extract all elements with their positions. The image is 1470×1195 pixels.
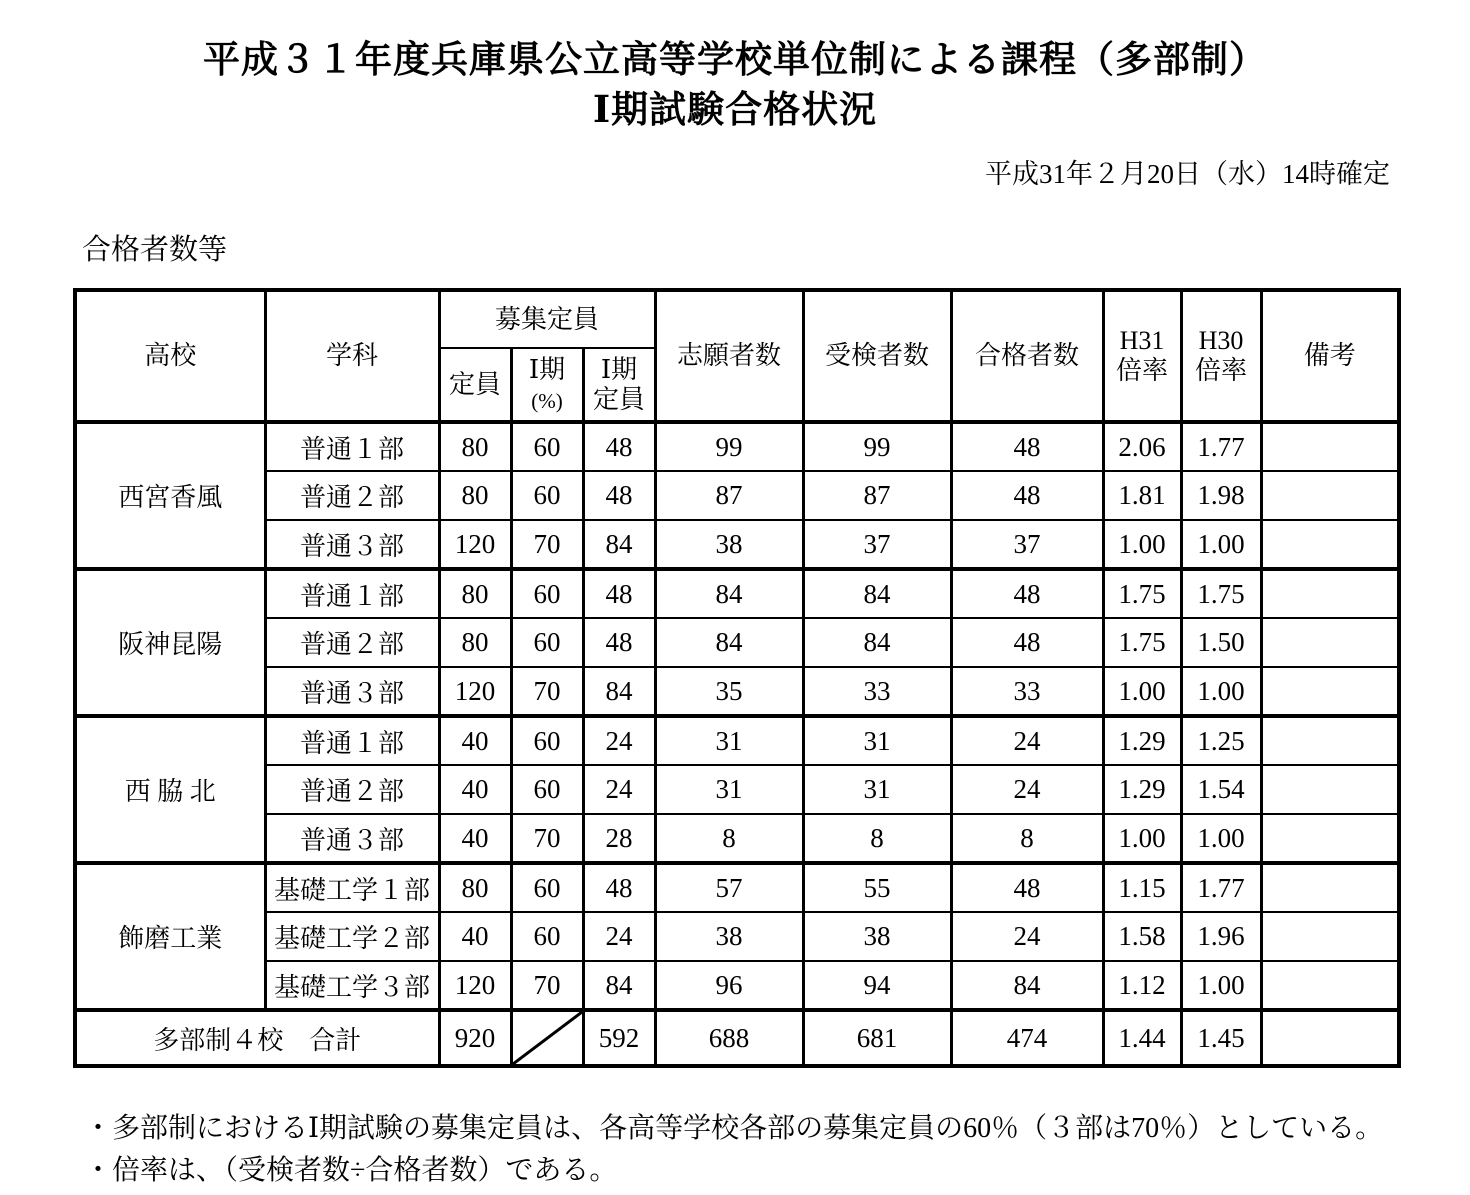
cell-applicants: 31 — [655, 765, 803, 814]
cell-h31-ratio: 1.00 — [1103, 520, 1181, 569]
table-row — [75, 422, 1399, 471]
cell-applicants: 35 — [655, 667, 803, 716]
table-row — [75, 961, 1399, 1010]
cell-capacity: 120 — [439, 961, 511, 1010]
cell-h31-ratio: 1.75 — [1103, 569, 1181, 618]
cell-examinees: 38 — [803, 912, 951, 961]
page-title-line-1: 平成３１年度兵庫県公立高等学校単位制による課程（多部制） — [203, 40, 1267, 81]
cell-passers: 48 — [951, 422, 1103, 471]
cell-school: 飾磨工業 — [75, 863, 265, 1010]
table-row — [75, 520, 1399, 569]
col-header-period1-capacity — [583, 348, 655, 422]
cell-department: 普通３部 — [265, 520, 439, 569]
diagonal-slash-cell — [511, 1010, 583, 1066]
table-row — [75, 716, 1399, 765]
cell-h31-ratio: 1.75 — [1103, 618, 1181, 667]
cell-period1-pct: 60 — [511, 912, 583, 961]
cell-total-applicants: 688 — [655, 1010, 803, 1066]
cell-examinees: 31 — [803, 716, 951, 765]
cell-h30-ratio: 1.00 — [1181, 520, 1261, 569]
cell-applicants: 99 — [655, 422, 803, 471]
cell-department: 基礎工学２部 — [265, 912, 439, 961]
cell-capacity: 80 — [439, 863, 511, 912]
cell-h30-ratio: 1.77 — [1181, 422, 1261, 471]
table-total-row — [75, 1010, 1399, 1066]
cell-h31-ratio: 1.29 — [1103, 765, 1181, 814]
cell-period1-capacity: 84 — [583, 667, 655, 716]
cell-h31-ratio: 1.00 — [1103, 814, 1181, 863]
cell-passers: 8 — [951, 814, 1103, 863]
cell-passers: 33 — [951, 667, 1103, 716]
cell-remarks — [1261, 1010, 1399, 1066]
table-row — [75, 569, 1399, 618]
cell-capacity: 40 — [439, 765, 511, 814]
cell-h31-ratio: 1.12 — [1103, 961, 1181, 1010]
cell-total-passers: 474 — [951, 1010, 1103, 1066]
cell-h30-ratio: 1.54 — [1181, 765, 1261, 814]
cell-period1-capacity: 24 — [583, 716, 655, 765]
cell-period1-capacity: 84 — [583, 520, 655, 569]
cell-remarks — [1261, 863, 1399, 912]
cell-applicants: 38 — [655, 912, 803, 961]
cell-capacity: 40 — [439, 912, 511, 961]
cell-remarks — [1261, 520, 1399, 569]
header-line: Ⅰ期 — [600, 354, 638, 384]
cell-capacity: 80 — [439, 569, 511, 618]
cell-applicants: 87 — [655, 471, 803, 520]
cell-department: 普通２部 — [265, 471, 439, 520]
cell-applicants: 84 — [655, 618, 803, 667]
cell-h30-ratio: 1.00 — [1181, 961, 1261, 1010]
cell-period1-pct: 70 — [511, 814, 583, 863]
cell-passers: 24 — [951, 912, 1103, 961]
cell-period1-capacity: 48 — [583, 422, 655, 471]
cell-examinees: 8 — [803, 814, 951, 863]
cell-h30-ratio: 1.00 — [1181, 667, 1261, 716]
cell-total-examinees: 681 — [803, 1010, 951, 1066]
table-row — [75, 667, 1399, 716]
cell-department: 普通３部 — [265, 667, 439, 716]
cell-h30-ratio: 1.75 — [1181, 569, 1261, 618]
cell-applicants: 31 — [655, 716, 803, 765]
cell-remarks — [1261, 422, 1399, 471]
cell-remarks — [1261, 765, 1399, 814]
cell-applicants: 96 — [655, 961, 803, 1010]
table-header-row-1 — [75, 290, 1399, 348]
cell-period1-pct: 60 — [511, 765, 583, 814]
footnotes — [84, 1108, 1470, 1192]
cell-applicants: 57 — [655, 863, 803, 912]
header-line: 定員 — [593, 384, 646, 414]
cell-period1-capacity: 24 — [583, 765, 655, 814]
cell-total-label: 多部制４校 合計 — [75, 1010, 439, 1066]
table-row — [75, 618, 1399, 667]
cell-remarks — [1261, 814, 1399, 863]
cell-capacity: 120 — [439, 667, 511, 716]
cell-h30-ratio: 1.96 — [1181, 912, 1261, 961]
cell-period1-pct: 70 — [511, 667, 583, 716]
cell-period1-pct: 60 — [511, 422, 583, 471]
cell-period1-pct: 60 — [511, 471, 583, 520]
cell-capacity: 80 — [439, 422, 511, 471]
header-line: 倍率 — [1195, 356, 1248, 385]
cell-h31-ratio: 1.29 — [1103, 716, 1181, 765]
cell-period1-capacity: 24 — [583, 912, 655, 961]
header-line: (%) — [531, 388, 563, 413]
table-row — [75, 814, 1399, 863]
cell-period1-capacity: 48 — [583, 618, 655, 667]
header-line: Ⅰ期 — [528, 354, 566, 384]
table-row — [75, 863, 1399, 912]
page-title — [0, 0, 1470, 136]
cell-remarks — [1261, 961, 1399, 1010]
header-line: H31 — [1119, 326, 1165, 356]
cell-examinees: 33 — [803, 667, 951, 716]
cell-h31-ratio: 1.15 — [1103, 863, 1181, 912]
footnote-line: ・倍率は、（受検者数÷合格者数）である。 — [84, 1155, 618, 1186]
cell-total-capacity: 920 — [439, 1010, 511, 1066]
cell-department: 基礎工学１部 — [265, 863, 439, 912]
col-header-period1-pct — [511, 348, 583, 422]
cell-school: 西宮香風 — [75, 422, 265, 569]
cell-passers: 48 — [951, 471, 1103, 520]
cell-school: 阪神昆陽 — [75, 569, 265, 716]
cell-period1-pct: 60 — [511, 618, 583, 667]
confirmation-date: 平成31年２月20日（水）14時確定 — [985, 159, 1390, 189]
col-header-applicants: 志願者数 — [655, 290, 803, 422]
cell-capacity: 40 — [439, 716, 511, 765]
cell-period1-capacity: 28 — [583, 814, 655, 863]
col-header-remarks: 備考 — [1261, 290, 1399, 422]
col-header-capacity-group: 募集定員 — [439, 290, 655, 348]
cell-passers: 48 — [951, 863, 1103, 912]
cell-passers: 48 — [951, 569, 1103, 618]
cell-period1-pct: 70 — [511, 961, 583, 1010]
cell-examinees: 37 — [803, 520, 951, 569]
cell-passers: 24 — [951, 765, 1103, 814]
diagonal-slash-icon — [513, 1012, 582, 1064]
cell-examinees: 84 — [803, 569, 951, 618]
header-line: H30 — [1198, 326, 1244, 356]
col-header-department: 学科 — [265, 290, 439, 422]
cell-examinees: 87 — [803, 471, 951, 520]
cell-period1-capacity: 48 — [583, 471, 655, 520]
cell-examinees: 94 — [803, 961, 951, 1010]
cell-examinees: 84 — [803, 618, 951, 667]
cell-h31-ratio: 1.00 — [1103, 667, 1181, 716]
cell-period1-pct: 60 — [511, 569, 583, 618]
cell-h30-ratio: 1.25 — [1181, 716, 1261, 765]
cell-h31-ratio: 2.06 — [1103, 422, 1181, 471]
cell-capacity: 80 — [439, 618, 511, 667]
cell-capacity: 80 — [439, 471, 511, 520]
cell-passers: 24 — [951, 716, 1103, 765]
cell-period1-capacity: 48 — [583, 863, 655, 912]
cell-department: 普通１部 — [265, 716, 439, 765]
page-title-line-2: Ⅰ期試験合格状況 — [592, 90, 878, 131]
col-header-capacity: 定員 — [439, 348, 511, 422]
table-row — [75, 912, 1399, 961]
cell-passers: 84 — [951, 961, 1103, 1010]
cell-total-h31-ratio: 1.44 — [1103, 1010, 1181, 1066]
cell-department: 普通２部 — [265, 765, 439, 814]
cell-remarks — [1261, 716, 1399, 765]
cell-total-period1-capacity: 592 — [583, 1010, 655, 1066]
col-header-h31-ratio — [1103, 290, 1181, 422]
cell-capacity: 120 — [439, 520, 511, 569]
header-line: 倍率 — [1116, 356, 1169, 385]
footnote-line: ・多部制におけるⅠ期試験の募集定員は、各高等学校各部の募集定員の60％（３部は70％）としている。 — [84, 1113, 1384, 1144]
section-label: 合格者数等 — [82, 234, 228, 266]
table-row — [75, 765, 1399, 814]
cell-department: 普通１部 — [265, 422, 439, 471]
col-header-passers: 合格者数 — [951, 290, 1103, 422]
cell-passers: 48 — [951, 618, 1103, 667]
cell-examinees: 55 — [803, 863, 951, 912]
cell-period1-capacity: 48 — [583, 569, 655, 618]
cell-department: 普通２部 — [265, 618, 439, 667]
cell-period1-pct: 60 — [511, 716, 583, 765]
cell-school: 西 脇 北 — [75, 716, 265, 863]
cell-department: 普通３部 — [265, 814, 439, 863]
cell-h30-ratio: 1.77 — [1181, 863, 1261, 912]
col-header-school: 高校 — [75, 290, 265, 422]
cell-remarks — [1261, 667, 1399, 716]
cell-remarks — [1261, 569, 1399, 618]
cell-passers: 37 — [951, 520, 1103, 569]
table-row — [75, 471, 1399, 520]
cell-period1-pct: 70 — [511, 520, 583, 569]
cell-applicants: 84 — [655, 569, 803, 618]
cell-remarks — [1261, 471, 1399, 520]
cell-capacity: 40 — [439, 814, 511, 863]
cell-examinees: 31 — [803, 765, 951, 814]
cell-department: 基礎工学３部 — [265, 961, 439, 1010]
cell-h30-ratio: 1.98 — [1181, 471, 1261, 520]
cell-remarks — [1261, 618, 1399, 667]
cell-remarks — [1261, 912, 1399, 961]
col-header-examinees: 受検者数 — [803, 290, 951, 422]
cell-period1-pct: 60 — [511, 863, 583, 912]
cell-applicants: 8 — [655, 814, 803, 863]
cell-h31-ratio: 1.81 — [1103, 471, 1181, 520]
cell-total-h30-ratio: 1.45 — [1181, 1010, 1261, 1066]
results-table — [73, 288, 1401, 1068]
cell-period1-capacity: 84 — [583, 961, 655, 1010]
cell-examinees: 99 — [803, 422, 951, 471]
cell-department: 普通１部 — [265, 569, 439, 618]
cell-h30-ratio: 1.00 — [1181, 814, 1261, 863]
cell-h31-ratio: 1.58 — [1103, 912, 1181, 961]
col-header-h30-ratio — [1181, 290, 1261, 422]
cell-applicants: 38 — [655, 520, 803, 569]
cell-h30-ratio: 1.50 — [1181, 618, 1261, 667]
